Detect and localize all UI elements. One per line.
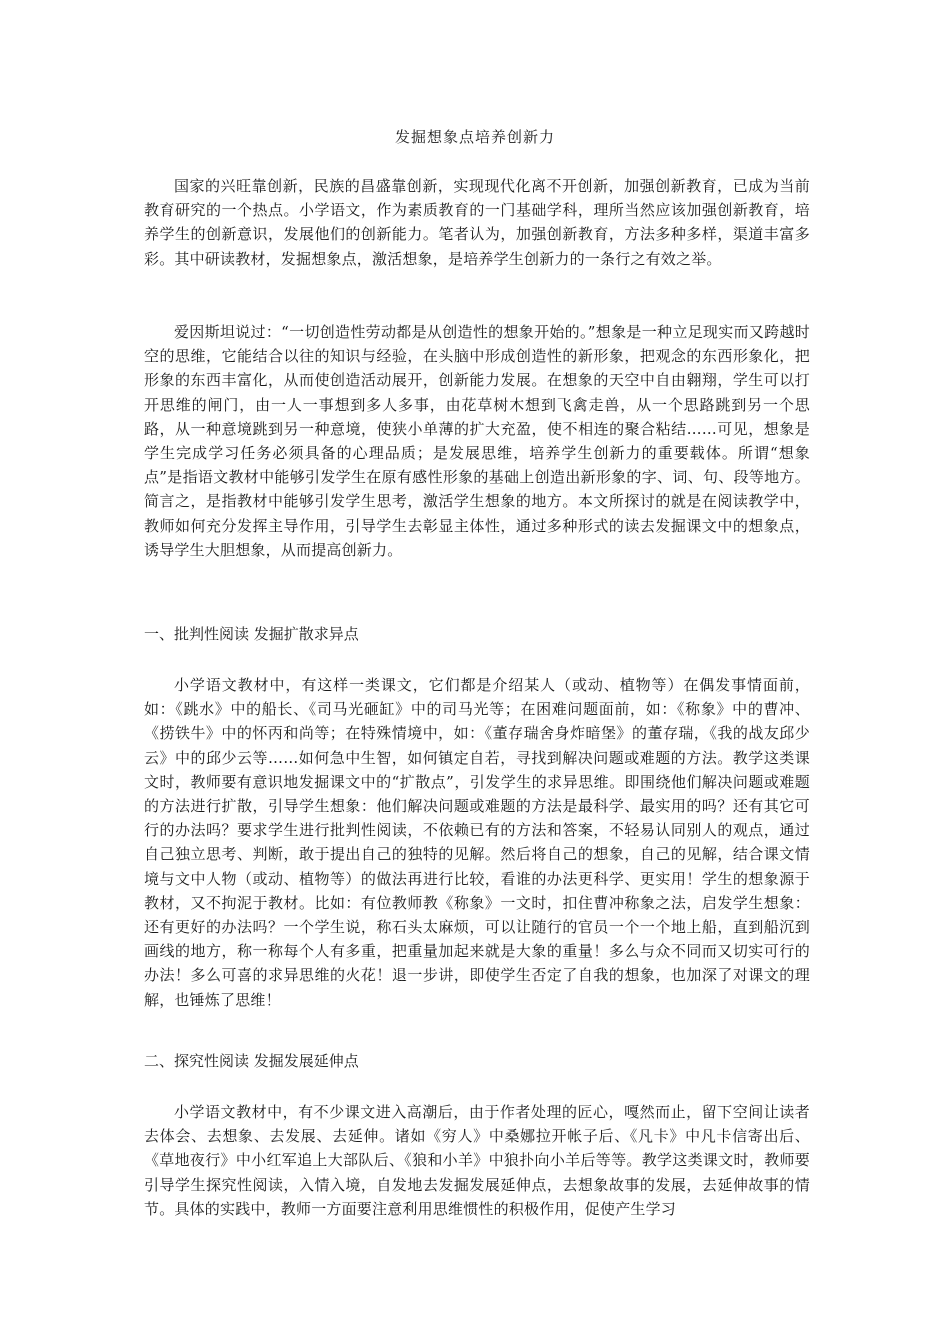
intro-paragraph-2: 爱因斯坦说过：“一切创造性劳动都是从创造性的想象开始的。”想象是一种立足现实而又跨越时空的思维，它能结合以往的知识与经验，在头脑中形成创造性的新形象，把观念的东西形象化，把形象的东西丰富化，从而使创造活动展开，创新能力发展。在想象的天空中自由翱翔，学生可以打开思维的闸门，由一人一事想到多人多事，由花草树木想到飞禽走兽，从一个思路跳到另一个思路，从一种意境跳到另一种意境，使狭小单薄的扩大充盈，使不相连的聚合粘结……可见，想象是学生完成学习任务必须具备的心理品质；是发展思维，培养学生创新力的重要载体。所谓“想象点”是指语文教材中能够引发学生在原有感性形象的基础上创造出新形象的字、词、句、段等地方。简言之，是指教材中能够引发学生思考，激活学生想象的地方。本文所探讨的就是在阅读教学中，教师如何充分发挥主导作用，引导学生去彰显主体性，通过多种形式的读去发掘课文中的想象点，诱导学生大胆想象，从而提高创新力。 bbox=[144, 323, 810, 559]
section-2-paragraph-block bbox=[144, 1100, 810, 1221]
document-title: 发掘想象点培养创新力 bbox=[394, 128, 555, 146]
section-1-paragraph-block bbox=[144, 673, 810, 1012]
section-2-heading: 二、探究性阅读 发掘发展延伸点 bbox=[144, 1052, 359, 1070]
section-2-paragraph: 小学语文教材中，有不少课文进入高潮后，由于作者处理的匠心，嘎然而止，留下空间让读者去体会、去想象、去发展、去延伸。诸如《穷人》中桑娜拉开帐子后、《凡卡》中凡卡信寄出后、《草地夜行》中小红军追上大部队后、《狼和小羊》中狼扑向小羊后等等。教学这类课文时，教师要引导学生探究性阅读，入情入境，自发地去发掘发展延伸点，去想象故事的发展，去延伸故事的情节。具体的实践中，教师一方面要注意利用思维惯性的积极作用，促使产生学习 bbox=[144, 1103, 810, 1218]
intro-paragraph-1: 国家的兴旺靠创新，民族的昌盛靠创新，实现现代化离不开创新，加强创新教育，已成为当前教育研究的一个热点。小学语文，作为素质教育的一门基础学科，理所当然应该加强创新教育，培养学生的创新意识，发展他们的创新能力。笔者认为，加强创新教育，方法多种多样，渠道丰富多彩。其中研读教材，发掘想象点，激活想象，是培养学生创新力的一条行之有效之举。 bbox=[144, 177, 810, 268]
section-1-paragraph: 小学语文教材中，有这样一类课文，它们都是介绍某人（或动、植物等）在偶发事情面前，如：《跳水》中的船长、《司马光砸缸》中的司马光等；在困难问题面前，如：《称象》中的曹冲、《捞铁牛》中的怀丙和尚等；在特殊情境中，如：《董存瑞舍身炸暗堡》的董存瑞，《我的战友邱少云》中的邱少云等……如何急中生智，如何镇定自若，寻找到解决问题或难题的方法。教学这类课文时，教师要有意识地发掘课文中的“扩散点”，引发学生的求异思维。即围绕他们解决问题或难题的方法进行扩散，引导学生想象：他们解决问题或难题的方法是最科学、最实用的吗？还有其它可行的办法吗？要求学生进行批判性阅读，不依赖已有的方法和答案，不轻易认同别人的观点，通过自己独立思考、判断，敢于提出自己的独特的见解。然后将自己的想象，自己的见解，结合课文情境与文中人物（或动、植物等）的做法再进行比较，看谁的办法更科学、更实用！学生的想象源于教材，又不拘泥于教材。比如：有位教师教《称象》一文时，扣住曹冲称象之法，启发学生想象：还有更好的办法吗？一个学生说，称石头太麻烦，可以让随行的官员一个一个地上船，直到船沉到画线的地方，称一称每个人有多重，把重量加起来就是大象的重量！多么与众不同而又切实可行的办法！多么可喜的求异思维的火花！退一步讲，即使学生否定了自我的想象，也加深了对课文的理解，也锤炼了思维！ bbox=[144, 676, 810, 1009]
intro-paragraph-2-block bbox=[144, 320, 810, 562]
section-1-heading: 一、批判性阅读 发掘扩散求异点 bbox=[144, 625, 359, 643]
intro-paragraph-1-block bbox=[144, 174, 810, 271]
